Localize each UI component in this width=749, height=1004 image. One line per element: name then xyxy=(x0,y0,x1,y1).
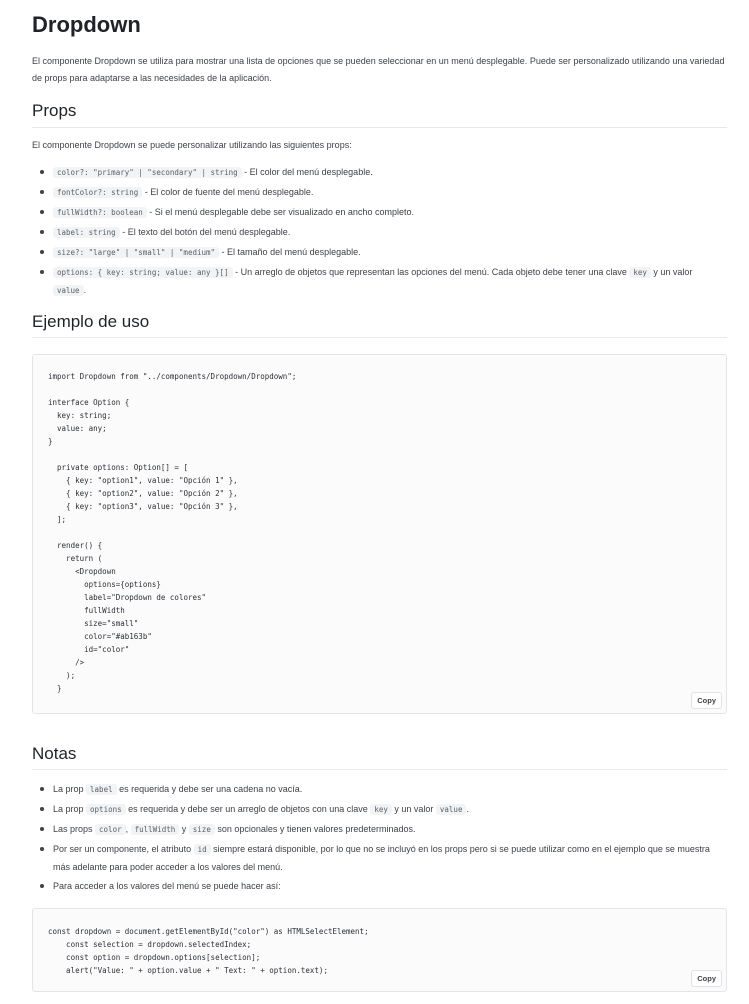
prop-code: size?: "large" | "small" | "medium" xyxy=(53,247,219,258)
prop-code: label: string xyxy=(53,227,120,238)
inline-code: value xyxy=(436,804,467,815)
inline-code: color xyxy=(95,824,126,835)
props-description: El componente Dropdown se puede personalizar utilizando las siguientes props: xyxy=(32,140,352,150)
note-text: Las props xyxy=(53,824,96,834)
page-title: Dropdown xyxy=(32,12,141,37)
prop-item-fontcolor xyxy=(32,184,727,202)
prop-item-options xyxy=(32,264,727,299)
note-text: La prop xyxy=(53,784,87,794)
notes-divider xyxy=(32,769,727,770)
prop-description: y un valor xyxy=(650,267,693,277)
note-text: es requerida y debe ser una cadena no vacía. xyxy=(116,784,303,794)
inline-code: options xyxy=(86,804,126,815)
example-code-block xyxy=(32,354,727,714)
example-heading: Ejemplo de uso xyxy=(32,312,150,331)
note-item xyxy=(32,841,727,875)
prop-description: - El color del menú desplegable. xyxy=(241,167,373,177)
notes-heading: Notas xyxy=(32,744,77,763)
note-item xyxy=(32,801,727,819)
prop-code: color?: "primary" | "secondary" | string xyxy=(53,167,242,178)
prop-description: - Si el menú desplegable debe ser visualizado en ancho completo. xyxy=(146,207,414,217)
notes-list xyxy=(32,781,727,894)
note-text: y un valor xyxy=(391,804,436,814)
props-divider xyxy=(32,127,727,128)
note-item xyxy=(32,821,727,839)
prop-description: . xyxy=(83,284,87,295)
prop-code: fullWidth?: boolean xyxy=(53,207,147,218)
inline-code: id xyxy=(194,844,211,855)
note-text: Para acceder a los valores del menú se puede hacer así: xyxy=(53,880,281,891)
access-code: const dropdown = document.getElementById("color") as HTMLSelectElement; const selection = dropdown.selectedIndex; const option = dropdown.options[selection]; alert("Value: " + option.value + " Text: " + option.text); xyxy=(48,927,369,975)
intro-paragraph: El componente Dropdown se utiliza para mostrar una lista de opciones que se pueden seleccionar en un menú desplegable. Puede ser personalizado utilizando una variedad de props para adaptarse a las necesidades de la aplicación. xyxy=(32,56,725,83)
prop-description: - El color de fuente del menú desplegable. xyxy=(142,187,314,197)
inline-code: fullWidth xyxy=(131,824,180,835)
example-code: import Dropdown from "../components/Dropdown/Dropdown"; interface Option { key: string; value: any; } private options: Option[] = [ { key: "option1", value: "Opción 1" }, { key: "option2", value: "Opción 2" }, { key: "option3", value: "Opción 3" }, ]; render() { return ( <Dropdown options={options} label="Dropdown de colores" fullWidth size="small" color="#ab163b" id="color" /> ); } xyxy=(48,372,297,693)
inline-code: value xyxy=(53,285,84,296)
inline-code: key xyxy=(629,267,651,278)
note-text: . xyxy=(466,804,469,814)
note-text: siempre estará disponible, por lo que no se incluyó en los props pero si se puede utilizar como en el ejemplo que se muestra más adelante para poder acceder a los valores del menú. xyxy=(53,844,710,872)
prop-code: options: { key: string; value: any }[] xyxy=(53,267,233,278)
note-text: Por ser un componente, el atributo xyxy=(53,844,194,854)
props-heading: Props xyxy=(32,101,77,120)
note-item xyxy=(32,781,727,799)
note-text: son opcionales y tienen valores predeterminados. xyxy=(214,824,416,834)
props-list xyxy=(32,164,727,299)
example-divider xyxy=(32,337,727,338)
note-text: y xyxy=(179,824,189,834)
prop-description: - El tamaño del menú desplegable. xyxy=(219,247,361,257)
prop-description: - Un arreglo de objetos que representan las opciones del menú. Cada objeto debe tener una clave xyxy=(232,267,630,277)
note-text: es requerida y debe ser un arreglo de objetos con una clave xyxy=(125,804,371,814)
prop-code: fontColor?: string xyxy=(53,187,142,198)
copy-button[interactable]: Copy xyxy=(691,970,722,987)
prop-description: - El texto del botón del menú desplegable. xyxy=(119,227,291,237)
note-item xyxy=(32,878,727,895)
access-code-block xyxy=(32,908,727,992)
note-text: , xyxy=(125,824,131,834)
inline-code: key xyxy=(370,804,392,815)
inline-code: size xyxy=(189,824,215,835)
prop-item-fullwidth xyxy=(32,204,727,222)
note-text: La prop xyxy=(53,804,87,814)
prop-item-label xyxy=(32,224,727,242)
prop-item-size xyxy=(32,244,727,262)
inline-code: label xyxy=(86,784,117,795)
copy-button[interactable]: Copy xyxy=(691,692,722,709)
prop-item-color xyxy=(32,164,727,182)
